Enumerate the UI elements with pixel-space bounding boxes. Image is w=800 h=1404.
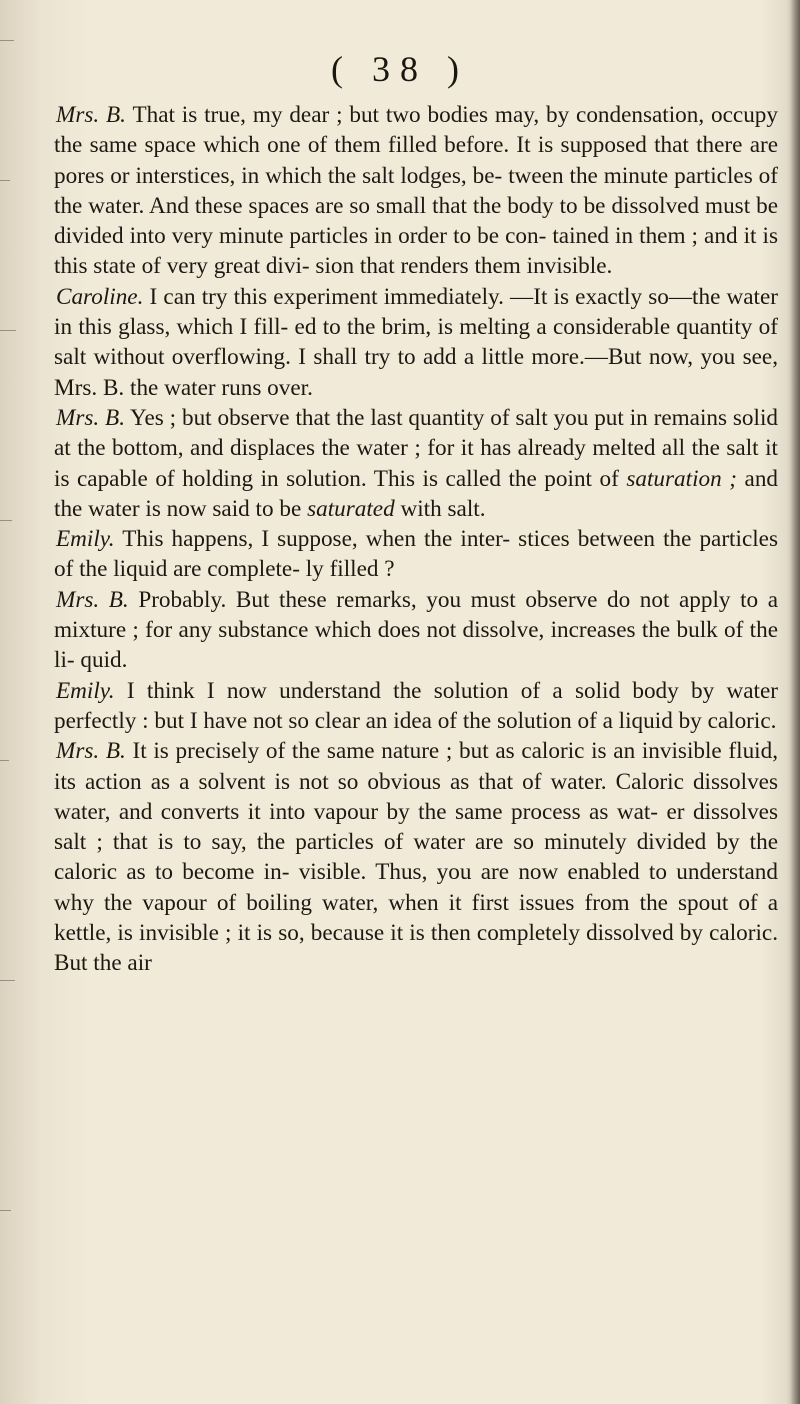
speaker-label: Emily. [56,677,115,704]
paragraph-text: with salt. [400,495,486,522]
page-number: ( 38 ) [331,49,469,89]
paragraph-text: That is true, my dear ; but two bodies may, by condensation, occupy the same space which one of them filled before. It is supposed that there are pores or interstices, in which the salt lodges, be- tween the minute particles of the water. And these spaces are so small that the body to be dissolved must be divided into very minute particles in order to be con- tained in them ; and it is this state of very great divi- sion that renders them invisible. [54,102,778,280]
paragraph-3 [54,403,778,524]
paragraph-text: and the water is now said to be [54,465,779,522]
body-text [54,100,778,979]
paragraph-text: Probably. But these remarks, you must observe do not apply to a mixture ; for any substance which does not dissolve, increases the bulk of the li- quid. [54,586,779,674]
emphasis-term: saturation ; [626,465,737,492]
page-edge-shadow [790,0,800,1404]
emphasis-term: saturated [307,495,395,522]
paragraph-text: It is precisely of the same nature ; but as caloric is an invisible fluid, its action as a solvent is not so obvious as that of water. Caloric dissolves water, and converts it into vapour by the same process as wat- er dissolves salt ; that is to say, the particles of water are so minutely divided by the caloric as to become in- visible. Thus, you are now enabled to understand why the vapour of boiling water, when it first issues from the spout of a kettle, is invisible ; it is so, because it is then completely dissolved by caloric. But the air [54,738,778,977]
paragraph-2 [54,282,778,403]
speaker-label: Mrs. B. [56,404,125,431]
paragraph-6 [54,676,778,737]
speaker-label: Emily. [56,526,115,553]
page-edge-marks [0,0,22,1404]
speaker-label: Mrs. B. [56,738,126,765]
paragraph-text: I think I now understand the solution of a solid body by water perfectly : but I have not so clear an idea of the solution of a liquid by caloric. [54,677,779,734]
speaker-label: Mrs. B. [56,102,126,128]
paragraph-5 [54,585,778,676]
paragraph-text: I can try this experiment immediately. —It is exactly so—the water in this glass, which I fill- ed to the brim, is melting a considerable quantity of salt without overflowing. I shall try to add a little more.—But now, you see, Mrs. B. the water runs over. [54,283,779,401]
paragraph-1 [54,100,778,282]
paragraph-text: This happens, I suppose, when the inter- stices between the particles of the liquid are complete- ly filled ? [54,526,778,583]
paragraph-text: Yes ; but observe that the last quantity of salt you put in remains solid at the bottom, and displaces the water ; for it has already melted all the salt it is capable of holding in solution. This is called the point of [54,404,779,492]
paragraph-4 [54,524,778,585]
paragraph-7 [54,736,778,978]
speaker-label: Mrs. B. [56,586,129,613]
speaker-label: Caroline. [56,283,144,310]
